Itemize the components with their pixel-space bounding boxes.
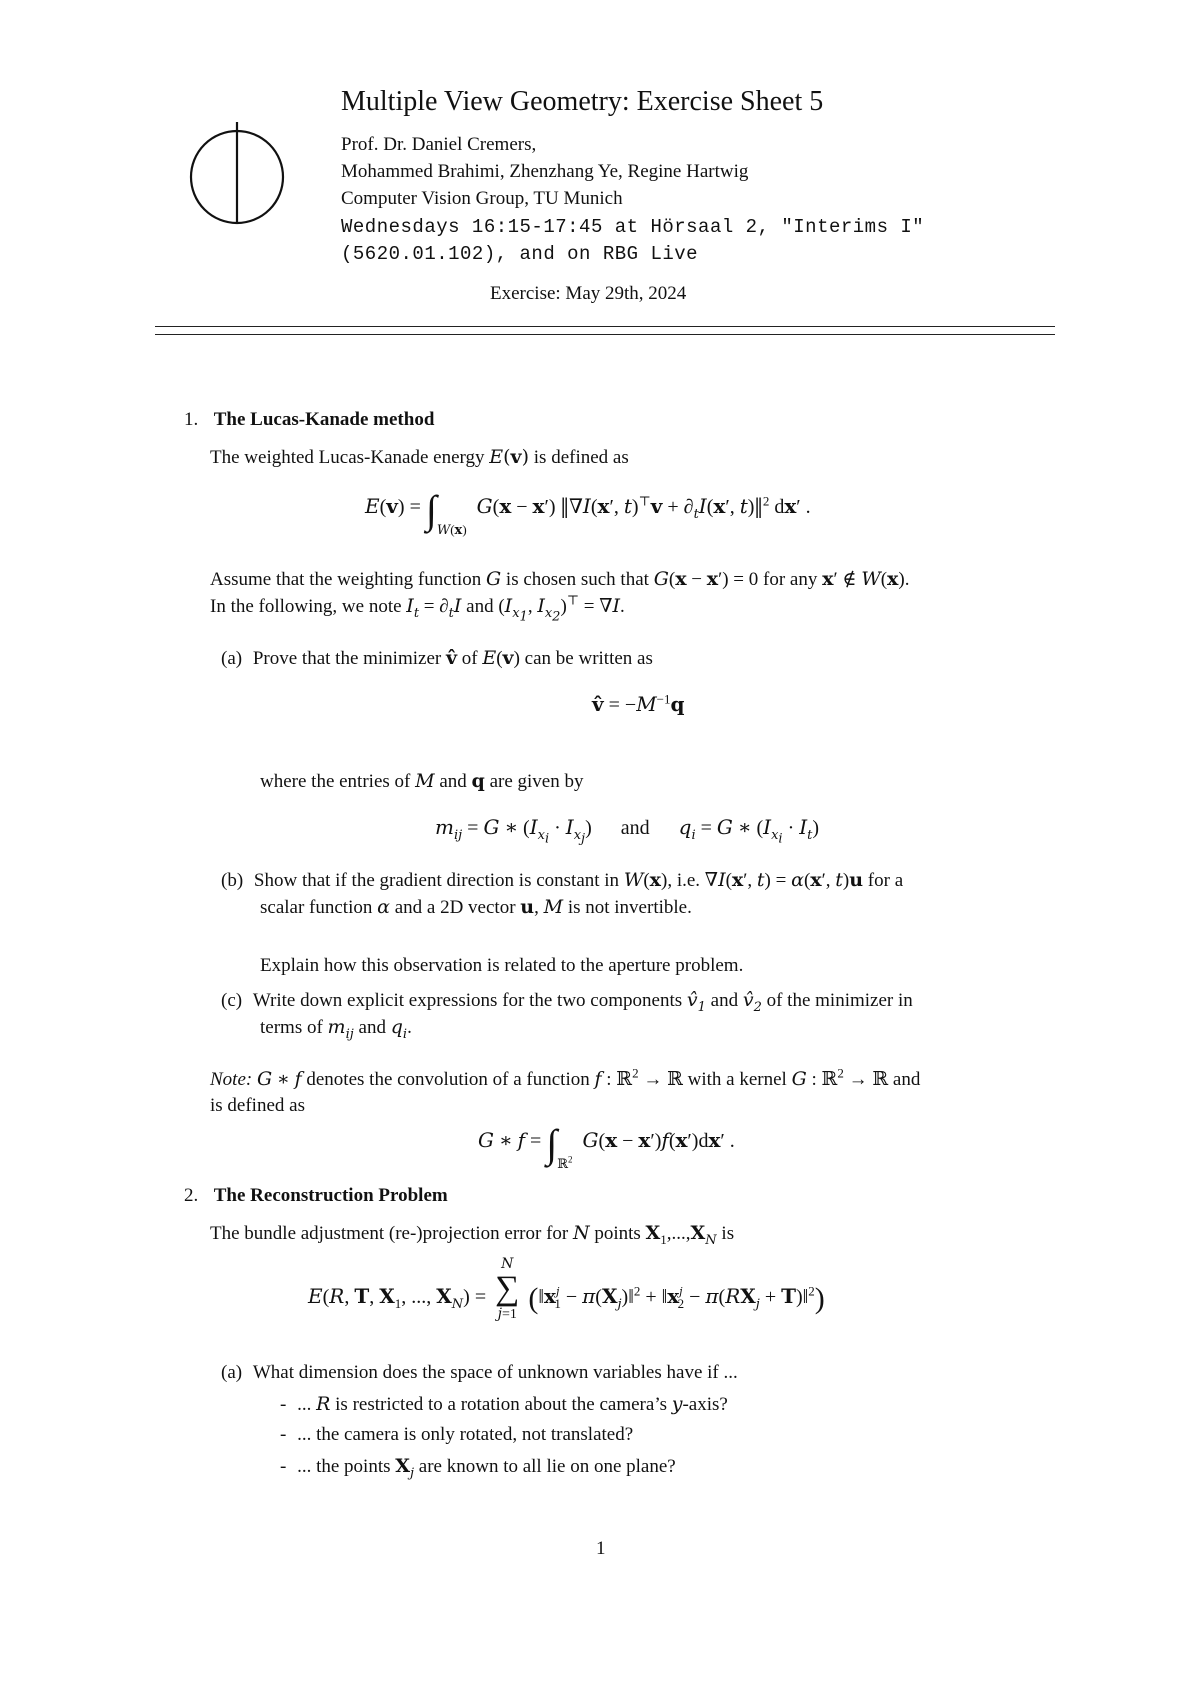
energy-equation: $E(v) = \int_{W(x)}$ G(x − x′) ‖∇I(x′, $t)^⊤v + \partial_tI(x'$, t)‖$^2$ dx′ .: [365, 487, 811, 538]
note-line-2: is defined as: [210, 1095, 305, 1116]
problem-2-heading: [184, 1185, 448, 1207]
problem-1-number: 1.: [184, 409, 199, 430]
part-1c-line2: terms of $m_{ij}$ and $q_i$.: [260, 1016, 412, 1042]
minimizer-equation: v̂ = $-M^{-1}q$: [592, 691, 685, 716]
part-2a-bullet-2: - ... the camera is only rotated, not translated?: [280, 1424, 634, 1445]
assumption-line: Assume that the weighting function G is chosen such that G(x − x′) = 0 for any x′ ∉ W(x).: [210, 568, 910, 590]
author-line-2: Mohammed Brahimi, Zhenzhang Ye, Regine Hartwig: [341, 161, 749, 182]
header-divider: [155, 326, 1055, 335]
part-1a-where: where the entries of M and q are given by: [260, 770, 584, 792]
part-2a-bullet-3: - ... the points $X_j$ are known to all lie on one plane?: [280, 1455, 676, 1481]
problem-1-heading: [184, 409, 434, 431]
schedule-line-2: (5620.01.102), and on RBG Live: [341, 243, 699, 265]
part-1a: (a) Prove that the minimizer v̂ of E(v) can be written as: [221, 647, 653, 669]
page-title: Multiple View Geometry: Exercise Sheet 5: [341, 86, 824, 117]
author-line-1: Prof. Dr. Daniel Cremers,: [341, 134, 537, 155]
notation-line: In the following, we note $I_t = \partial_tI$ and ($I_{x_1}$, $I_{x_2})^⊤ = \nabla I$.: [210, 592, 625, 625]
part-1b-explain: Explain how this observation is related to the aperture problem.: [260, 955, 744, 976]
problem-1-title: The Lucas-Kanade method: [213, 409, 435, 430]
part-2a: (a) What dimension does the space of unknown variables have if ...: [221, 1362, 738, 1383]
part-1b-line2: scalar function α and a 2D vector u, M is not invertible.: [260, 896, 692, 918]
part-2a-bullet-1: - ... R is restricted to a rotation about the camera’s y-axis?: [280, 1393, 728, 1415]
bundle-adjustment-equation: E(R, T, $X_1$, ..., $X_N$) = N ∑ j=1 ($‖x^j_1$ − $\pi(X_j)‖^2$ + $‖x^j_2 - \pi(RX_j$ + T)‖$^2$): [308, 1256, 825, 1322]
entries-equation: $m_{ij} = G$ ∗ $(I_{x_i} \cdot I_{x_j})$ and $q_i = G$ ∗ $(I_{x_i} \cdot I_t)$: [435, 815, 820, 847]
part-1c: (c) Write down explicit expressions for the two components $v̂_1$ and $v̂_2$ of the minimizer in: [221, 989, 913, 1015]
problem-1-intro: The weighted Lucas-Kanade energy E(v) is defined as: [210, 446, 629, 468]
note-line: Note: G ∗ f denotes the convolution of a function f : ℝ$^2$ → ℝ with a kernel G : ℝ$^2$ → ℝ and: [210, 1065, 921, 1090]
schedule-line-1: Wednesdays 16:15-17:45 at Hörsaal 2, "Interims I": [341, 216, 925, 238]
problem-2-number: 2.: [184, 1185, 199, 1206]
tum-logo-icon: [186, 120, 288, 230]
part-1b: (b) Show that if the gradient direction is constant in W(x), i.e. ∇I(x′, t) = α(x′, t)u for a: [221, 869, 904, 891]
problem-2-intro: The bundle adjustment (re-)projection error for N points $X_1,...,X_N$ is: [210, 1222, 735, 1248]
page-number: 1: [596, 1538, 606, 1559]
group-line: Computer Vision Group, TU Munich: [341, 188, 623, 209]
problem-2-title: The Reconstruction Problem: [213, 1185, 448, 1206]
exercise-date: Exercise: May 29th, 2024: [490, 283, 687, 304]
convolution-equation: G ∗ $f = \int_{ℝ^2}$ G(x − x′)f(x′)dx′ .: [478, 1121, 735, 1171]
